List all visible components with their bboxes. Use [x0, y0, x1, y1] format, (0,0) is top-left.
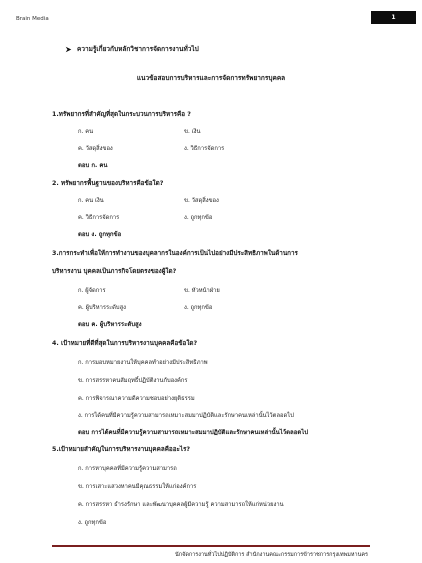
page-title: แนวข้อสอบการบริหารและการจัดการทรัพยากรบุคคล — [136, 74, 286, 82]
q4-option-c: ค. การพิจารณาความดีความชอบอย่างยุติธรรม — [78, 396, 195, 402]
q1-option-b: ข. เงิน — [184, 129, 201, 135]
q2-option-a: ก. คน เงิน — [78, 198, 104, 204]
q3-option-b: ข. หัวหน้าฝ่าย — [184, 288, 220, 294]
q5-option-d: ง. ถูกทุกข้อ — [78, 520, 107, 526]
q1-option-c: ค. วัสดุสิ่งของ — [78, 146, 113, 152]
q4-option-d: ง. การได้คนที่มีความรู้ความสามารถเหมาะสมมาปฏิบัติและรักษาคนเหล่านั้นไว้ตลอดไป — [78, 413, 294, 419]
section-heading-text: ความรู้เกี่ยวกับหลักวิชาการจัดการงานทั่วไป — [77, 45, 199, 53]
header-brand: Brain Media — [16, 16, 49, 22]
section-heading — [65, 44, 199, 54]
q2-answer: ตอบ ง. ถูกทุกข้อ — [78, 231, 122, 238]
q3-option-a: ก. ผู้จัดการ — [78, 288, 106, 294]
question-5: 5.เป้าหมายสำคัญในการบริหารงานบุคคลคืออะไร? — [52, 446, 191, 453]
question-3-continued: บริหารงาน บุคคลเป็นภารกิจโดยตรงของผู้ใด? — [52, 268, 177, 275]
q5-option-b: ข. การเสาะแสวงหาคนมีคุณธรรมให้แก่องค์การ — [78, 484, 197, 490]
q4-option-a: ก. การมอบหมายงานให้บุคคลทำอย่างมีประสิทธิภาพ — [78, 360, 208, 366]
q4-answer: ตอบ การได้คนที่มีความรู้ความสามารถเหมาะสมมาปฏิบัติและรักษาคนเหล่านั้นไว้ตลอดไป — [78, 429, 309, 436]
q3-answer: ตอบ ค. ผู้บริหารระดับสูง — [78, 321, 142, 328]
footer-text: นักจัดการงานทั่วไปปฏิบัติการ สำนักงานคณะกรรมการข้าราชการกรุงเทพมหานคร — [175, 552, 368, 558]
arrow-bullet-icon — [65, 46, 72, 53]
footer-rule — [52, 545, 370, 547]
q1-option-d: ง. วิธีการจัดการ — [184, 146, 225, 152]
q2-option-b: ข. วัสดุสิ่งของ — [184, 198, 219, 204]
q2-option-d: ง. ถูกทุกข้อ — [184, 215, 213, 221]
q4-option-b: ข. การสรรหาคนสัมฤทธิ์ปฏิบัติงานกับองค์กร — [78, 378, 188, 384]
q5-option-c: ค. การสรรหา ธำรงรักษา และพัฒนาบุคคลผู้มีความรู้ ความสามารถให้แก่หน่วยงาน — [78, 502, 284, 508]
question-3: 3.การกระทำเพื่อให้การทำงานของบุคลากรในองค์การเป็นไปอย่างมีประสิทธิภาพในด้านการ — [52, 250, 298, 257]
q2-option-c: ค. วิธีการจัดการ — [78, 215, 120, 221]
question-2: 2. ทรัพยากรพื้นฐานของบริหารคือข้อใด? — [52, 180, 164, 187]
page-number: 1 — [371, 11, 416, 24]
q3-option-d: ง. ถูกทุกข้อ — [184, 305, 213, 311]
q1-option-a: ก. คน — [78, 129, 94, 135]
q5-option-a: ก. การหาบุคคลที่มีความรู้ความสามารถ — [78, 466, 177, 472]
question-1: 1.ทรัพยากรที่สำคัญที่สุดในกระบวนการบริหารคือ ? — [52, 111, 191, 118]
q1-answer: ตอบ ก. คน — [78, 162, 108, 169]
q3-option-c: ค. ผู้บริหารระดับสูง — [78, 305, 126, 311]
question-4: 4. เป้าหมายที่ดีที่สุดในการบริหารงานบุคคลคือข้อใด? — [52, 340, 198, 347]
